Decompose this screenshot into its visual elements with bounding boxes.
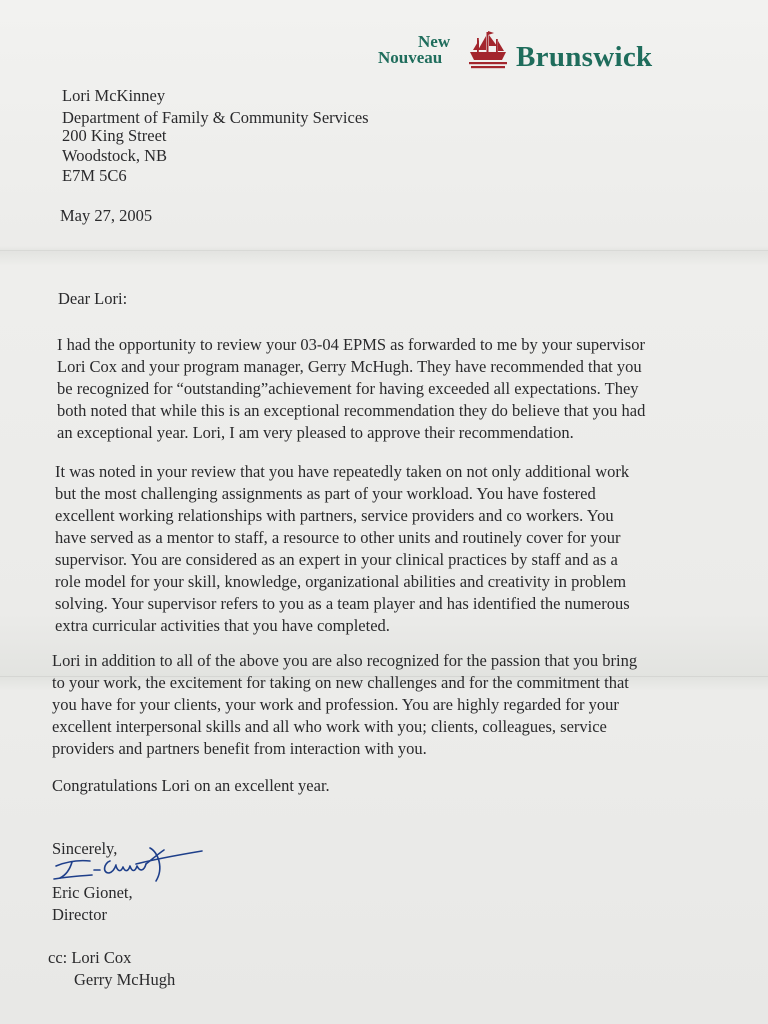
body-line: excellent working relationships with partners, service providers and co workers. You [55, 506, 614, 525]
logo-text-brunswick: Brunswick [516, 41, 653, 73]
body-line: Lori Cox and your program manager, Gerry McHugh. They have recommended that you [57, 357, 642, 376]
body-line: Lori in addition to all of the above you are also recognized for the passion that you bring [52, 651, 638, 670]
body-line: solving. Your supervisor refers to you as a team player and has identified the numerous [55, 594, 630, 613]
letterhead-logo [378, 30, 688, 75]
closing: Sincerely, [52, 839, 118, 858]
recipient-department: Department of Family & Community Services [62, 108, 369, 127]
body-line: have served as a mentor to staff, a resource to other units and routinely cover for your [55, 528, 621, 547]
body-line: to your work, the excitement for taking on new challenges and for the commitment that [52, 673, 629, 692]
letter-date: May 27, 2005 [60, 206, 153, 225]
cc-line: cc: Lori Cox [48, 948, 132, 967]
logo-text-nouveau: Nouveau [378, 48, 443, 67]
body-line: both noted that while this is an exceptional recommendation they do believe that you had [57, 401, 646, 420]
body-line: I had the opportunity to review your 03-04 EPMS as forwarded to me by your supervisor [57, 335, 645, 354]
recipient-name: Lori McKinney [62, 86, 166, 105]
paper-fold-line [0, 250, 768, 251]
cc-second: Gerry McHugh [74, 970, 176, 989]
body-line: you have for your clients, your work and profession. You are highly regarded for your [52, 695, 619, 714]
body-line: but the most challenging assignments as part of your workload. You have fostered [55, 484, 596, 503]
body-line: excellent interpersonal skills and all who work with you; clients, colleagues, service [52, 717, 607, 736]
congratulations-line: Congratulations Lori on an excellent year. [52, 776, 330, 795]
body-line: extra curricular activities that you have completed. [55, 616, 390, 635]
body-line: It was noted in your review that you have repeatedly taken on not only additional work [55, 462, 630, 481]
body-line: be recognized for “outstanding”achievement for having exceeded all expectations. They [57, 379, 639, 398]
body-line: an exceptional year. Lori, I am very pleased to approve their recommendation. [57, 423, 574, 442]
recipient-street: 200 King Street [62, 126, 167, 145]
signer-name: Eric Gionet, [52, 883, 133, 902]
signer-title: Director [52, 905, 107, 924]
ship-icon [467, 30, 509, 70]
recipient-city: Woodstock, NB [62, 146, 168, 165]
salutation: Dear Lori: [58, 289, 128, 308]
logo-text-new: New [418, 32, 451, 51]
body-line: role model for your skill, knowledge, organizational abilities and creativity in problem [55, 572, 627, 591]
body-line: providers and partners benefit from interaction with you. [52, 739, 427, 758]
recipient-postal: E7M 5C6 [62, 166, 127, 185]
body-line: supervisor. You are considered as an expert in your clinical practices by staff and as a [55, 550, 618, 569]
